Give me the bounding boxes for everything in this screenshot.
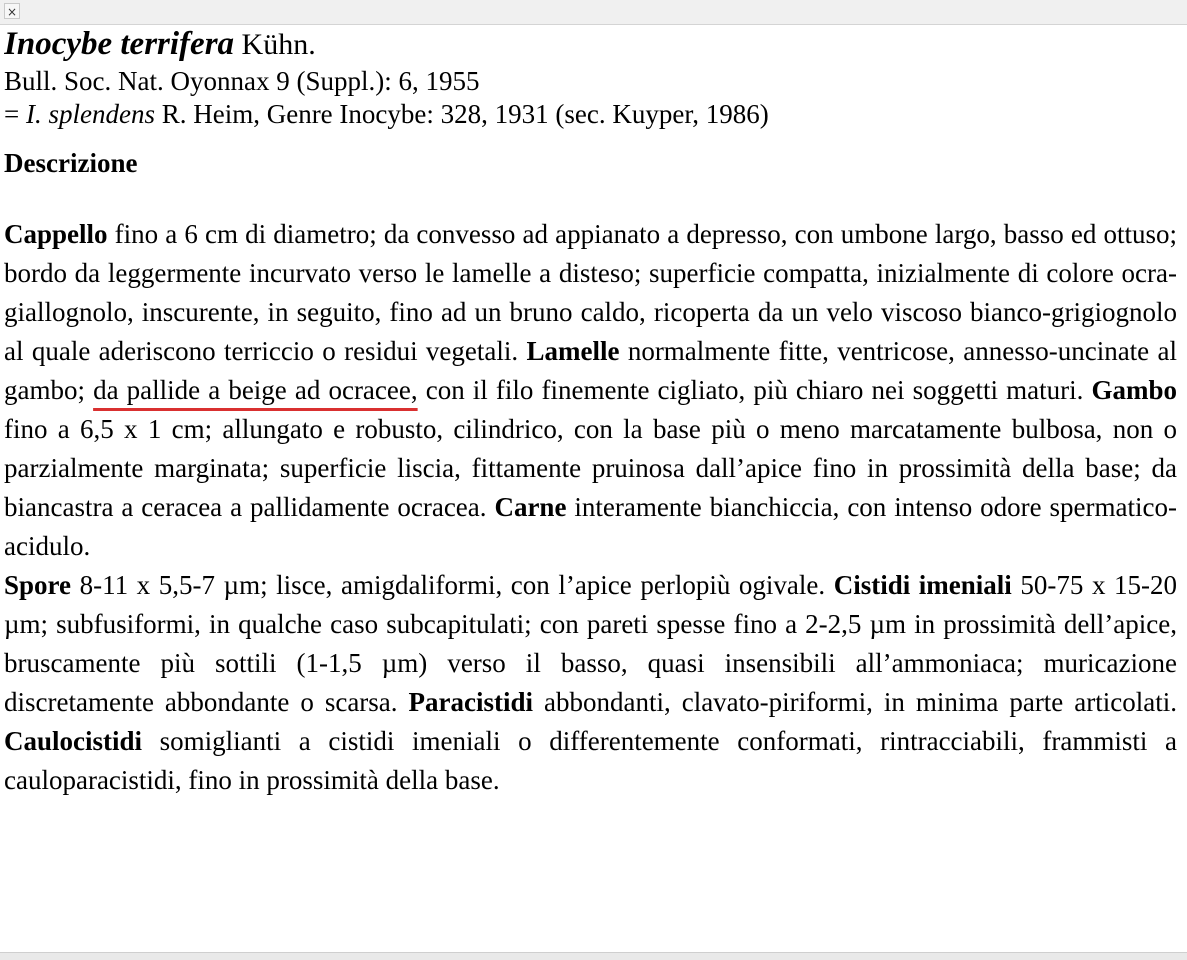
- species-name: Inocybe terrifera: [4, 26, 235, 62]
- description-paragraph: [4, 215, 1177, 566]
- synonym-species: I. splendens: [25, 99, 155, 129]
- paracistidi-text: abbondanti, clavato-piriformi, in minima parte articolati.: [533, 687, 1177, 717]
- synonym-prefix: =: [4, 99, 26, 129]
- synonym-reference: R. Heim, Genre Inocybe: 328, 1931 (sec. Kuyper, 1986): [154, 99, 769, 129]
- paracistidi-label: Paracistidi: [408, 687, 534, 717]
- synonym-line: [4, 98, 1179, 131]
- lamelle-text: normalmente fitte, ventricose, annesso-uncinate al gambo;: [4, 336, 1178, 405]
- window-toolbar: [0, 0, 1187, 25]
- carne-text: interamente bianchiccia, con intenso odore spermatico-acidulo.: [4, 492, 1177, 561]
- microscopy-paragraph: [4, 566, 1177, 800]
- species-title: [4, 24, 1179, 65]
- gambo-text: fino a 6,5 x 1 cm; allungato e robusto, cilindrico, con la base più o meno marcatamente bulbosa, non o parzialmente marginata; superficie liscia, fittamente pruinosa dall’apice fino in prossimità della base; da biancastra a ceracea a pallidamente ocracea.: [4, 414, 1177, 522]
- section-heading: Descrizione: [4, 148, 138, 178]
- close-icon[interactable]: ×: [4, 3, 20, 19]
- cistidi-label: Cistidi imeniali: [833, 570, 1012, 600]
- highlighted-phrase: da pallide a beige ad ocracee,: [93, 375, 418, 405]
- lamelle-label: Lamelle: [526, 336, 620, 366]
- cappello-label: Cappello: [4, 219, 108, 249]
- caulocistidi-label: Caulocistidi: [4, 726, 143, 756]
- gambo-label: Gambo: [1091, 375, 1177, 405]
- cistidi-text: 50-75 x 15-20 µm; subfusiformi, in qualche caso subcapitulati; con pareti spesse fino a 2-2,5 µm in prossimità dell’apice, bruscamente più sottili (1-1,5 µm) verso il basso, quasi insensibili all’ammoniaca; muricazione discretamente abbondante o scarsa.: [4, 570, 1178, 717]
- carne-label: Carne: [494, 492, 567, 522]
- cappello-text: fino a 6 cm di diametro; da convesso ad appianato a depresso, con umbone largo, basso ed ottuso; bordo da leggermente incurvato verso le lamelle a disteso; superficie compatta, inizialmente di colore ocra-giallognolo, inscurente, in seguito, fino ad un bruno caldo, ricoperta da un velo viscoso bianco-grigiognolo al quale aderiscono terriccio o residui vegetali.: [4, 219, 1177, 366]
- publication-reference: Bull. Soc. Nat. Oyonnax 9 (Suppl.): 6, 1955: [4, 66, 480, 96]
- species-author: Kühn.: [234, 28, 316, 61]
- spore-label: Spore: [4, 570, 72, 600]
- caulocistidi-text: somiglianti a cistidi imeniali o differentemente conformati, rintracciabili, frammisti a cauloparacistidi, fino in prossimità della base.: [4, 726, 1177, 795]
- lamelle-text-cont: con il filo finemente cigliato, più chiaro nei soggetti maturi.: [417, 375, 1092, 405]
- spore-text: 8-11 x 5,5-7 µm; lisce, amigdaliformi, con l’apice perlopiù ogivale.: [71, 570, 834, 600]
- document-content: [4, 24, 1179, 952]
